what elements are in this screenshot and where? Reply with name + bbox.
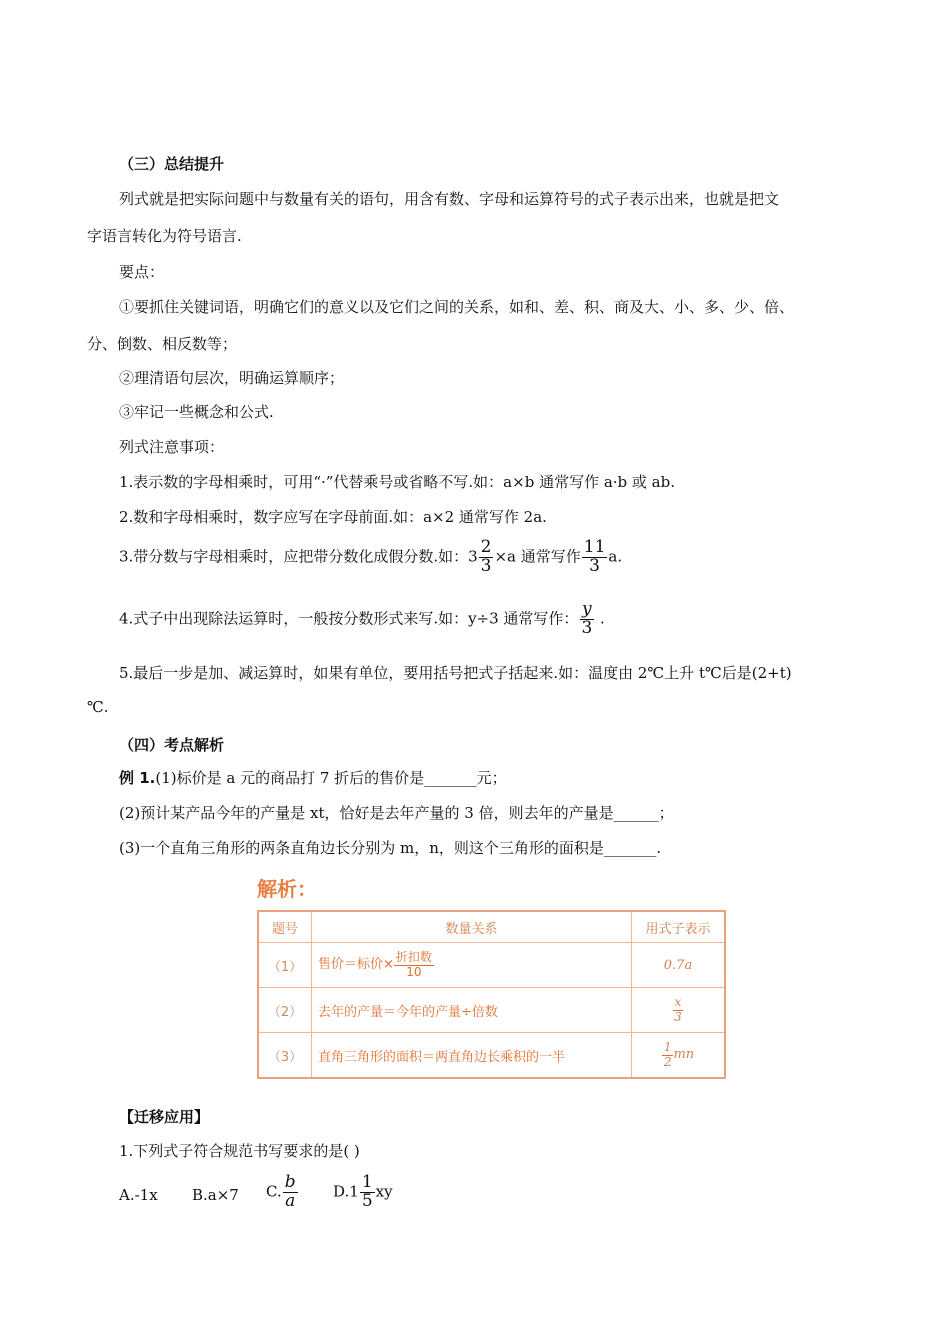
header-relation: 数量关系 (312, 911, 632, 943)
fraction-two-thirds (479, 539, 494, 576)
row-expression (632, 1033, 726, 1079)
option-b: B.a×7 (192, 1186, 239, 1204)
example-q1 (119, 767, 507, 788)
table-row (258, 988, 725, 1033)
discount-fraction (394, 951, 434, 978)
option-label: C. (266, 1182, 282, 1201)
note-4 (119, 601, 605, 638)
row-relation: 去年的产量＝今年的产量÷倍数 (312, 988, 632, 1033)
example-q1-text: (1)标价是 a 元的商品打 7 折后的售价是_______元； (155, 769, 507, 787)
solution-table (257, 910, 726, 1079)
section-heading-summary: （三）总结提升 (119, 155, 225, 173)
fraction-denominator: 2 (663, 1054, 672, 1069)
practice-heading: 【迁移应用】 (119, 1108, 210, 1126)
fraction-numerator: 2 (480, 537, 492, 557)
expression-fraction (662, 1041, 674, 1068)
example-q3: (3)一个直角三角形的两条直角边长分别为 m，n，则这个三角形的面积是_______. (119, 839, 662, 857)
option-c (266, 1174, 299, 1211)
note-1: 1.表示数的字母相乘时，可用“·”代替乘号或省略不写.如：a×b 通常写作 a·b 或 ab. (119, 473, 675, 491)
note-4-text: 4.式子中出现除法运算时，一般按分数形式来写.如：y÷3 通常写作： (119, 609, 579, 628)
fraction-numerator: x (674, 995, 682, 1010)
solution-title: 解析： (257, 877, 317, 901)
key-point-1-line2: 分、倒数、相反数等； (87, 335, 238, 353)
option-label: D.1 (333, 1182, 359, 1201)
option-d (333, 1174, 393, 1211)
row-number: （3） (258, 1033, 312, 1079)
row-expression: 0.7a (632, 943, 726, 988)
row-number: （2） (258, 988, 312, 1033)
fraction-denominator: 5 (361, 1190, 373, 1211)
key-point-1-line1: ①要抓住关键词语，明确它们的意义以及它们之间的关系，如和、差、积、商及大、小、多、少、倍、 (119, 298, 795, 316)
section-heading-analysis: （四）考点解析 (119, 736, 225, 754)
fraction-one-fifth (360, 1174, 375, 1211)
header-expression: 用式子表示 (632, 911, 726, 943)
fraction-denominator: 3 (674, 1009, 682, 1024)
relation-text: 售价＝标价× (318, 957, 394, 973)
table-row (258, 943, 725, 988)
expression-fraction (673, 996, 684, 1023)
note-5-line2: ℃. (87, 698, 109, 716)
option-a: A.-1x (119, 1186, 158, 1204)
table-row (258, 1033, 725, 1079)
row-number: （1） (258, 943, 312, 988)
key-point-3: ③牢记一些概念和公式. (119, 403, 274, 421)
fraction-numerator: 折扣数 (395, 950, 432, 965)
summary-paragraph-line2: 字语言转化为符号语言. (87, 227, 242, 245)
note-3-mid: ×a 通常写作 (494, 547, 581, 566)
fraction-denominator: 3 (589, 555, 600, 576)
fraction-denominator: 3 (480, 555, 492, 576)
expression-tail: mn (673, 1047, 695, 1063)
notes-label: 列式注意事项： (119, 438, 225, 456)
fraction-denominator: a (285, 1190, 296, 1211)
key-point-2: ②理清语句层次，明确运算顺序； (119, 369, 345, 387)
table-header-row (258, 911, 725, 943)
example-label: 例 1. (119, 769, 156, 787)
note-3-text: 3.带分数与字母相乘时，应把带分数化成假分数.如： (119, 547, 469, 566)
note-3-tail: a. (608, 547, 623, 566)
fraction-numerator: 1 (663, 1040, 672, 1055)
example-q2: (2)预计某产品今年的产量是 xt，恰好是去年产量的 3 倍，则去年的产量是______； (119, 804, 674, 822)
key-points-label: 要点： (119, 263, 165, 281)
fraction-eleven-thirds (582, 539, 608, 576)
row-expression (632, 988, 726, 1033)
fraction-numerator: y (582, 599, 592, 619)
fraction-b-over-a (283, 1174, 298, 1211)
summary-paragraph-line1: 列式就是把实际问题中与数量有关的语句，用含有数、字母和运算符号的式子表示出来，也就是把文 (119, 190, 780, 208)
fraction-denominator: 10 (406, 964, 422, 979)
practice-question-1: 1.下列式子符合规范书写要求的是( ) (119, 1142, 360, 1160)
note-4-tail: . (600, 609, 605, 628)
note-5-line1: 5.最后一步是加、减运算时，如果有单位，要用括号把式子括起来.如：温度由 2℃上升 t℃后是(2+t) (119, 664, 792, 682)
fraction-y-over-3 (579, 601, 594, 638)
note-3 (119, 539, 622, 576)
row-relation (312, 943, 632, 988)
fraction-numerator: 11 (583, 537, 606, 557)
fraction-numerator: 1 (361, 1172, 373, 1192)
note-2: 2.数和字母相乘时，数字应写在字母前面.如：a×2 通常写作 2a. (119, 508, 547, 526)
fraction-numerator: b (284, 1172, 296, 1192)
fraction-denominator: 3 (581, 617, 593, 638)
mixed-number-whole: 3 (468, 547, 478, 566)
option-d-tail: xy (375, 1182, 393, 1201)
header-number: 题号 (258, 911, 312, 943)
row-relation: 直角三角形的面积＝两直角边长乘积的一半 (312, 1033, 632, 1079)
